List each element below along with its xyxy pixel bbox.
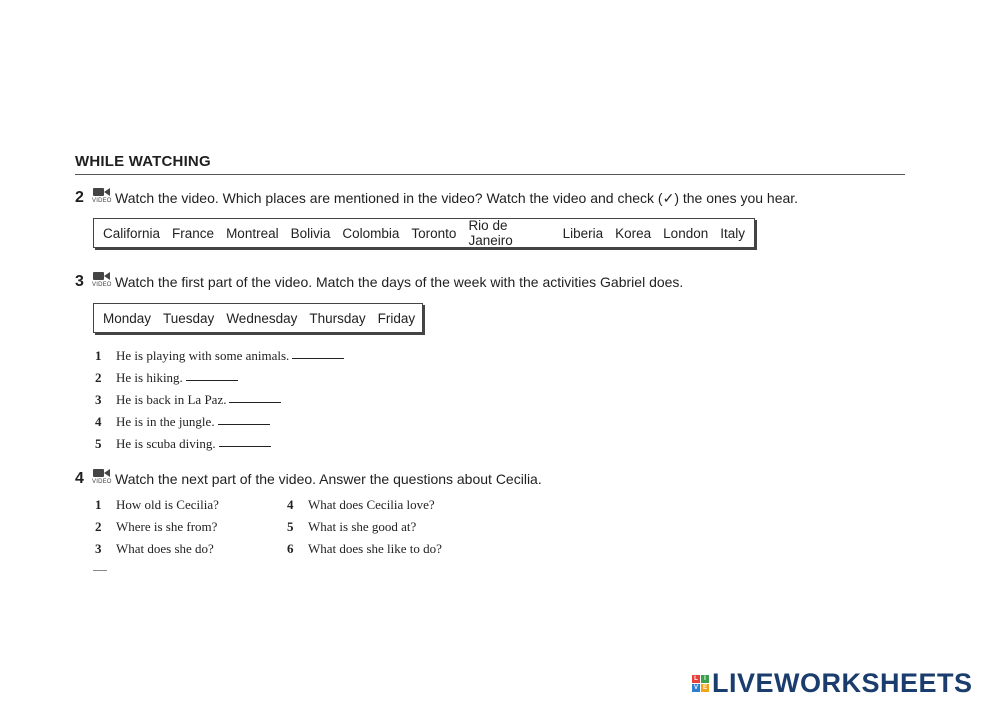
place-word[interactable]: Bolivia	[290, 225, 331, 241]
place-word[interactable]: California	[103, 225, 161, 241]
question-item: 6 What does she like to do?	[287, 541, 442, 556]
day-word[interactable]: Tuesday	[163, 310, 215, 326]
question-item: 1 How old is Cecilia?	[95, 497, 219, 512]
list-item: 2 He is hiking.	[95, 370, 238, 386]
list-item: 1 He is playing with some animals.	[95, 348, 344, 364]
video-icon: VIDEO	[91, 187, 113, 209]
logo-text: LIVEWORKSHEETS	[712, 668, 973, 698]
answer-blank[interactable]	[219, 436, 271, 447]
cropped-mark	[93, 570, 107, 571]
exercise-instruction: Watch the video. Which places are mentioned in the video? Watch the video and check (✓) the ones you hear.	[115, 189, 799, 206]
place-word[interactable]: Liberia	[562, 225, 604, 241]
exercise-4-header	[75, 468, 542, 490]
logo-icon: L I V E	[693, 676, 707, 691]
answer-blank[interactable]	[229, 392, 281, 403]
exercise-number: 2	[75, 189, 84, 206]
exercise-instruction: Watch the first part of the video. Match the days of the week with the activities Gabriel does.	[115, 274, 684, 290]
place-word[interactable]: London	[663, 225, 709, 241]
day-word[interactable]: Friday	[377, 310, 416, 326]
place-word[interactable]: Colombia	[342, 225, 400, 241]
place-word[interactable]: France	[172, 225, 215, 241]
answer-blank[interactable]	[186, 370, 238, 381]
place-word[interactable]: Toronto	[411, 225, 457, 241]
place-word[interactable]: Korea	[615, 225, 652, 241]
exercise-number: 3	[75, 273, 84, 290]
exercise-2-header	[75, 187, 798, 209]
place-word[interactable]: Italy	[720, 225, 745, 241]
section-divider	[75, 174, 905, 175]
section-title: WHILE WATCHING	[75, 153, 211, 170]
place-word[interactable]: Montreal	[226, 225, 279, 241]
liveworksheets-logo[interactable]	[692, 668, 973, 699]
question-item: 4 What does Cecilia love?	[287, 497, 435, 512]
place-word[interactable]: Rio de Janeiro	[468, 218, 513, 248]
list-item: 3 He is back in La Paz.	[95, 392, 281, 408]
exercise-3-header	[75, 271, 683, 293]
question-item: 5 What is she good at?	[287, 519, 417, 534]
answer-blank[interactable]	[292, 348, 344, 359]
exercise-number: 4	[75, 470, 84, 487]
list-item: 4 He is in the jungle.	[95, 414, 270, 430]
day-word[interactable]: Monday	[103, 310, 152, 326]
places-word-box	[93, 218, 755, 248]
day-word[interactable]: Thursday	[309, 310, 366, 326]
video-icon: VIDEO	[91, 468, 113, 490]
video-icon: VIDEO	[91, 271, 113, 293]
list-item: 5 He is scuba diving.	[95, 436, 271, 452]
question-item: 3 What does she do?	[95, 541, 214, 556]
question-item: 2 Where is she from?	[95, 519, 218, 534]
answer-blank[interactable]	[218, 414, 270, 425]
day-word[interactable]: Wednesday	[226, 310, 298, 326]
exercise-instruction: Watch the next part of the video. Answer the questions about Cecilia.	[115, 471, 542, 487]
days-word-box	[93, 303, 423, 333]
